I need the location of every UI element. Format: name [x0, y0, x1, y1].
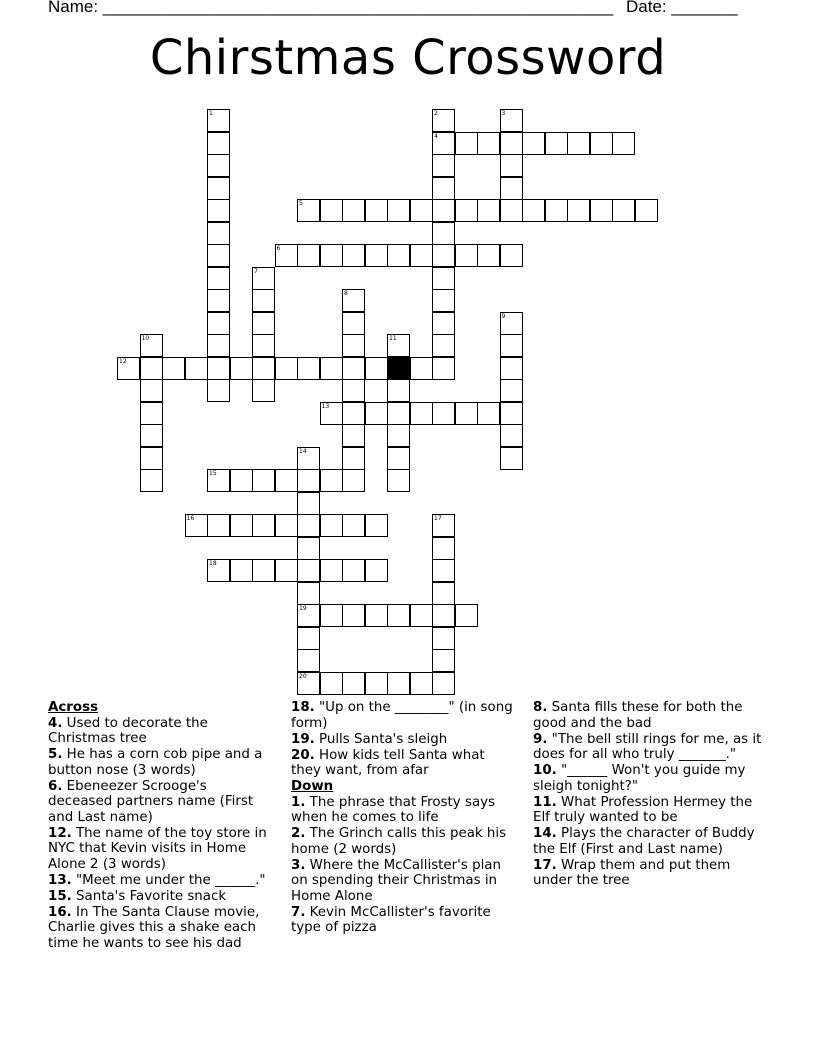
grid-cell[interactable] [207, 267, 230, 290]
cell-number: 15 [209, 470, 217, 477]
grid-cell[interactable] [342, 447, 365, 470]
grid-cell[interactable] [140, 402, 163, 425]
grid-cell[interactable] [500, 177, 523, 200]
grid-cell[interactable] [410, 672, 433, 695]
grid-cell[interactable] [275, 244, 298, 267]
grid-cell[interactable] [500, 357, 523, 380]
grid-cell[interactable] [455, 604, 478, 627]
grid-cell[interactable] [207, 559, 230, 582]
grid-cell[interactable] [320, 357, 343, 380]
cell-number: 11 [389, 335, 397, 342]
clue-across-18: 18. "Up on the ________" (in song form) [291, 700, 513, 731]
grid-cell[interactable] [252, 357, 275, 380]
grid-cell[interactable] [207, 469, 230, 492]
grid-cell[interactable] [207, 312, 230, 335]
grid-cell[interactable] [320, 244, 343, 267]
grid-cell[interactable] [207, 199, 230, 222]
clue-column-1 [48, 700, 273, 952]
name-field[interactable]: Name: ______________________________________________________ [48, 0, 614, 16]
grid-cell[interactable] [387, 604, 410, 627]
grid-cell[interactable] [432, 649, 455, 672]
cell-number: 2 [434, 110, 438, 117]
grid-cell[interactable] [297, 672, 320, 695]
grid-cell[interactable] [522, 132, 545, 155]
black-cell [387, 357, 410, 380]
cell-number: 5 [299, 200, 303, 207]
grid-cell[interactable] [477, 402, 500, 425]
grid-cell[interactable] [252, 469, 275, 492]
grid-cell[interactable] [567, 199, 590, 222]
grid-cell[interactable] [410, 604, 433, 627]
down-heading: Down [291, 779, 334, 794]
grid-cell[interactable] [432, 289, 455, 312]
clue-down-8: 8. Santa fills these for both the good and the bad [533, 700, 743, 731]
grid-cell[interactable] [432, 559, 455, 582]
grid-cell[interactable] [297, 469, 320, 492]
grid-cell[interactable] [342, 469, 365, 492]
grid-cell[interactable] [365, 244, 388, 267]
grid-cell[interactable] [162, 357, 185, 380]
across-heading: Across [48, 700, 99, 715]
grid-cell[interactable] [207, 132, 230, 155]
grid-cell[interactable] [545, 199, 568, 222]
grid-cell[interactable] [252, 379, 275, 402]
clue-column-2 [291, 700, 513, 936]
grid-cell[interactable] [207, 154, 230, 177]
clue-across-13: 13. "Meet me under the ______." [48, 872, 266, 888]
grid-cell[interactable] [365, 402, 388, 425]
grid-cell[interactable] [185, 514, 208, 537]
grid-cell[interactable] [455, 402, 478, 425]
cell-number: 18 [209, 560, 217, 567]
clue-down-11: 11. What Profession Hermey the Elf truly wanted to be [533, 794, 753, 825]
grid-cell[interactable] [365, 604, 388, 627]
clue-down-17: 17. Wrap them and put them under the tree [533, 857, 731, 888]
grid-cell[interactable] [612, 199, 635, 222]
cell-number: 19 [299, 605, 307, 612]
grid-cell[interactable] [342, 357, 365, 380]
grid-cell[interactable] [230, 559, 253, 582]
cell-number: 16 [186, 515, 195, 522]
grid-cell[interactable] [252, 334, 275, 357]
grid-cell[interactable] [500, 334, 523, 357]
grid-cell[interactable] [387, 672, 410, 695]
clue-column-3 [533, 700, 768, 889]
clue-down-10: 10. "______ Won't you guide my sleigh tonight?" [533, 763, 746, 794]
grid-cell[interactable] [342, 379, 365, 402]
grid-cell[interactable] [500, 402, 523, 425]
grid-cell[interactable] [342, 289, 365, 312]
grid-cell[interactable] [387, 424, 410, 447]
grid-cell[interactable] [297, 244, 320, 267]
grid-cell[interactable] [500, 447, 523, 470]
grid-cell[interactable] [297, 492, 320, 515]
grid-cell[interactable] [275, 559, 298, 582]
grid-cell[interactable] [567, 132, 590, 155]
grid-cell[interactable] [432, 312, 455, 335]
grid-cell[interactable] [185, 357, 208, 380]
grid-cell[interactable] [387, 199, 410, 222]
clue-down-14: 14. Plays the character of Buddy the Elf (First and Last name) [533, 826, 755, 857]
grid-cell[interactable] [500, 199, 523, 222]
grid-cell[interactable] [500, 244, 523, 267]
grid-cell[interactable] [612, 132, 635, 155]
grid-cell[interactable] [297, 537, 320, 560]
grid-cell[interactable] [297, 514, 320, 537]
grid-cell[interactable] [207, 109, 230, 132]
grid-cell[interactable] [342, 514, 365, 537]
grid-cell[interactable] [252, 289, 275, 312]
grid-cell[interactable] [342, 424, 365, 447]
cell-number: 10 [141, 335, 150, 342]
grid-cell[interactable] [455, 244, 478, 267]
grid-cell[interactable] [140, 424, 163, 447]
grid-cell[interactable] [252, 267, 275, 290]
grid-cell[interactable] [432, 267, 455, 290]
grid-cell[interactable] [207, 357, 230, 380]
clue-across-5: 5. He has a corn cob pipe and a button nose (3 words) [48, 747, 263, 778]
grid-cell[interactable] [432, 177, 455, 200]
grid-cell[interactable] [320, 604, 343, 627]
cell-number: 4 [434, 132, 438, 140]
grid-cell[interactable] [342, 312, 365, 335]
grid-cell[interactable] [500, 379, 523, 402]
grid-cell[interactable] [320, 559, 343, 582]
clue-down-3: 3. Where the McCallister's plan on spending their Christmas in Home Alone [291, 857, 502, 904]
clue-across-16: 16. In The Santa Clause movie, Charlie gives this a shake each time he wants to see his dad [48, 904, 260, 951]
grid-cell[interactable] [252, 559, 275, 582]
clue-across-15: 15. Santa's Favorite snack [48, 888, 227, 904]
grid-cell[interactable] [432, 537, 455, 560]
grid-cell[interactable] [207, 177, 230, 200]
grid-cell[interactable] [455, 199, 478, 222]
grid-cell[interactable] [252, 514, 275, 537]
grid-cell[interactable] [410, 402, 433, 425]
clue-down-1: 1. The phrase that Frosty says when he comes to life [291, 794, 496, 825]
grid-cell[interactable] [297, 559, 320, 582]
grid-cell[interactable] [432, 672, 455, 695]
cell-number: 1 [209, 110, 213, 117]
date-field[interactable]: Date: _______ [626, 0, 738, 16]
grid-cell[interactable] [432, 154, 455, 177]
grid-cell[interactable] [297, 357, 320, 380]
grid-cell[interactable] [320, 514, 343, 537]
grid-cell[interactable] [207, 289, 230, 312]
grid-cell[interactable] [230, 357, 253, 380]
grid-cell[interactable] [342, 334, 365, 357]
grid-cell[interactable] [387, 334, 410, 357]
grid-cell[interactable] [207, 334, 230, 357]
cell-number: 3 [501, 110, 506, 117]
grid-cell[interactable] [365, 559, 388, 582]
grid-cell[interactable] [342, 559, 365, 582]
grid-cell[interactable] [432, 109, 455, 132]
grid-cell[interactable] [297, 604, 320, 627]
grid-cell[interactable] [500, 109, 523, 132]
cell-number: 12 [119, 357, 127, 365]
grid-cell[interactable] [500, 424, 523, 447]
grid-cell[interactable] [455, 132, 478, 155]
grid-cell[interactable] [140, 469, 163, 492]
grid-cell[interactable] [590, 199, 613, 222]
grid-cell[interactable] [320, 199, 343, 222]
grid-cell[interactable] [432, 357, 455, 380]
grid-cell[interactable] [432, 604, 455, 627]
grid-cell[interactable] [635, 199, 658, 222]
grid-cell[interactable] [320, 672, 343, 695]
grid-cell[interactable] [432, 132, 455, 155]
cell-number: 14 [299, 447, 307, 455]
grid-cell[interactable] [477, 199, 500, 222]
grid-cell[interactable] [387, 402, 410, 425]
clue-down-9: 9. "The bell still rings for me, as it does for all who truly _______." [533, 731, 762, 762]
grid-cell[interactable] [387, 469, 410, 492]
clue-down-2: 2. The Grinch calls this peak his home (2 words) [291, 826, 507, 857]
grid-cell[interactable] [545, 132, 568, 155]
grid-cell[interactable] [432, 199, 455, 222]
grid-cell[interactable] [432, 514, 455, 537]
grid-cell[interactable] [207, 222, 230, 245]
grid-cell[interactable] [140, 357, 163, 380]
grid-cell[interactable] [387, 244, 410, 267]
page-title: Chirstmas Crossword [149, 30, 667, 86]
grid-cell[interactable] [140, 334, 163, 357]
grid-cell[interactable] [365, 672, 388, 695]
grid-cell[interactable] [297, 447, 320, 470]
grid-cell[interactable] [207, 244, 230, 267]
grid-cell[interactable] [297, 649, 320, 672]
grid-cell[interactable] [365, 357, 388, 380]
grid-cell[interactable] [477, 244, 500, 267]
grid-cell[interactable] [140, 447, 163, 470]
clue-across-20: 20. How kids tell Santa what they want, from afar [291, 747, 485, 778]
grid-cell[interactable] [230, 514, 253, 537]
grid-cell[interactable] [320, 469, 343, 492]
grid-cell[interactable] [342, 199, 365, 222]
clue-across-19: 19. Pulls Santa's sleigh [291, 731, 448, 747]
cell-number: 20 [299, 672, 307, 680]
grid-cell[interactable] [275, 514, 298, 537]
cell-number: 8 [344, 290, 348, 297]
clue-across-6: 6. Ebeneezer Scrooge's deceased partners name (First and Last name) [48, 778, 254, 825]
grid-cell[interactable] [522, 199, 545, 222]
grid-cell[interactable] [500, 154, 523, 177]
grid-cell[interactable] [432, 222, 455, 245]
grid-cell[interactable] [297, 582, 320, 605]
grid-cell[interactable] [342, 402, 365, 425]
grid-cell[interactable] [410, 357, 433, 380]
grid-cell[interactable] [477, 132, 500, 155]
cell-number: 6 [276, 245, 281, 252]
grid-cell[interactable] [117, 357, 140, 380]
grid-cell[interactable] [275, 357, 298, 380]
grid-cell[interactable] [207, 514, 230, 537]
grid-cell[interactable] [275, 469, 298, 492]
grid-cell[interactable] [342, 604, 365, 627]
grid-cell[interactable] [320, 402, 343, 425]
grid-cell[interactable] [342, 244, 365, 267]
grid-cell[interactable] [432, 627, 455, 650]
grid-cell[interactable] [342, 672, 365, 695]
grid-cell[interactable] [387, 379, 410, 402]
grid-cell[interactable] [432, 244, 455, 267]
grid-cell[interactable] [590, 132, 613, 155]
grid-cell[interactable] [500, 312, 523, 335]
clue-across-12: 12. The name of the toy store in NYC that Kevin visits in Home Alone 2 (3 words) [48, 825, 267, 872]
grid-cell[interactable] [140, 379, 163, 402]
grid-cell[interactable] [500, 132, 523, 155]
grid-cell[interactable] [230, 469, 253, 492]
cell-number: 7 [254, 267, 258, 275]
cell-number: 13 [321, 402, 330, 410]
clue-down-7: 7. Kevin McCallister's favorite type of pizza [291, 904, 491, 935]
grid-cell[interactable] [207, 379, 230, 402]
grid-cell[interactable] [297, 199, 320, 222]
grid-cell[interactable] [432, 402, 455, 425]
grid-cell[interactable] [432, 582, 455, 605]
grid-cell[interactable] [297, 627, 320, 650]
grid-cell[interactable] [432, 334, 455, 357]
grid-cell[interactable] [410, 244, 433, 267]
grid-cell[interactable] [365, 199, 388, 222]
grid-cell[interactable] [365, 514, 388, 537]
grid-cell[interactable] [387, 447, 410, 470]
grid-cell[interactable] [410, 199, 433, 222]
cell-number: 17 [434, 515, 442, 522]
grid-cell[interactable] [252, 312, 275, 335]
clue-across-4: 4. Used to decorate the Christmas tree [48, 715, 208, 746]
cell-number: 9 [501, 312, 506, 320]
